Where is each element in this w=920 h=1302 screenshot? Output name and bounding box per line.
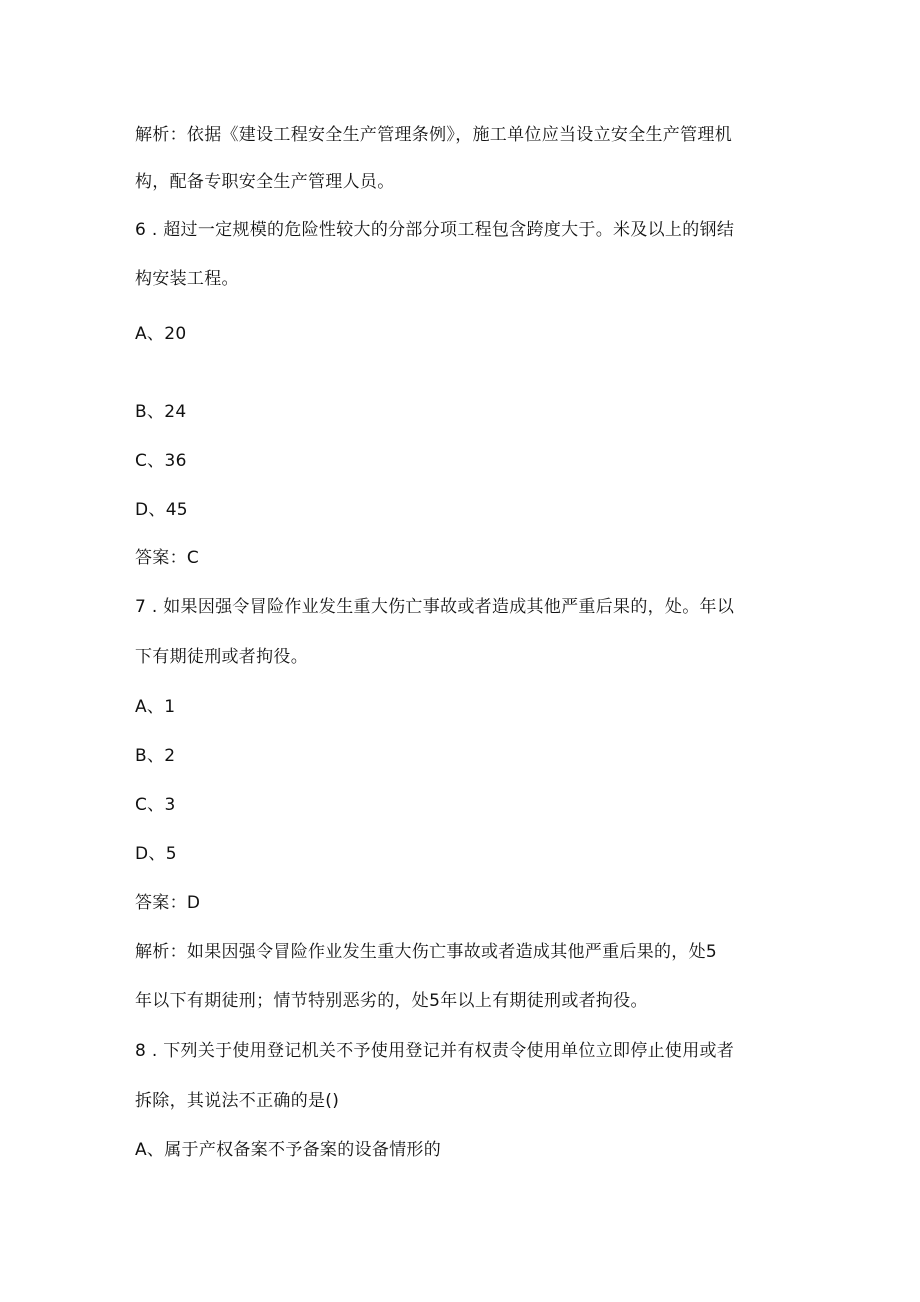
q6-option-a: A、20	[135, 324, 187, 344]
q6-option-d: D、45	[135, 500, 188, 520]
q7-answer: 答案：D	[135, 893, 201, 913]
q8-question-line-1: 8 . 下列关于使用登记机关不予使用登记并有权责令使用单位立即停止使用或者	[135, 1041, 735, 1061]
q8-question-line-2: 拆除，其说法不正确的是()	[135, 1091, 340, 1111]
q5-analysis-line-2: 构，配备专职安全生产管理人员。	[135, 172, 395, 192]
q7-option-d: D、5	[135, 844, 177, 864]
q7-question-line-2: 下有期徒刑或者拘役。	[135, 647, 308, 667]
q7-option-a: A、1	[135, 697, 176, 717]
q6-option-b: B、24	[135, 402, 187, 422]
q7-analysis-line-2: 年以下有期徒刑；情节特别恶劣的，处5年以上有期徒刑或者拘役。	[135, 991, 648, 1011]
q7-option-c: C、3	[135, 795, 176, 815]
q7-question-line-1: 7 . 如果因强令冒险作业发生重大伤亡事故或者造成其他严重后果的，处。年以	[135, 597, 735, 617]
q7-option-b: B、2	[135, 746, 176, 766]
q6-question-line-1: 6 . 超过一定规模的危险性较大的分部分项工程包含跨度大于。米及以上的钢结	[135, 220, 735, 240]
q8-option-a: A、属于产权备案不予备案的设备情形的	[135, 1140, 442, 1160]
q6-question-line-2: 构安装工程。	[135, 269, 239, 289]
q6-option-c: C、36	[135, 451, 187, 471]
q7-analysis-line-1: 解析：如果因强令冒险作业发生重大伤亡事故或者造成其他严重后果的，处5	[135, 942, 718, 962]
q5-analysis-line-1: 解析：依据《建设工程安全生产管理条例》，施工单位应当设立安全生产管理机	[135, 125, 732, 145]
q6-answer: 答案：C	[135, 548, 200, 568]
